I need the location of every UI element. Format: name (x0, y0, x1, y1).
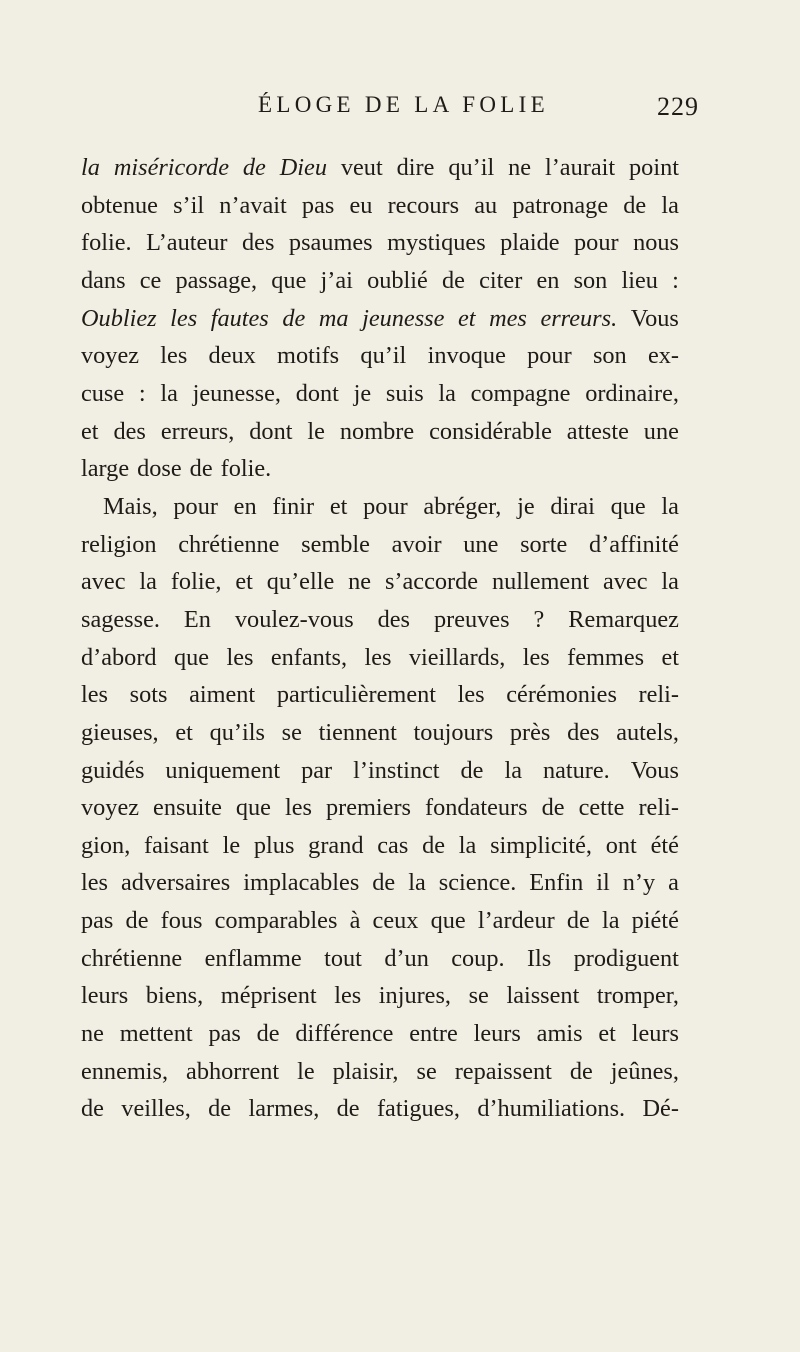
word: large (81, 455, 130, 483)
word: les (284, 794, 312, 822)
word: qu’elle (266, 568, 335, 596)
word: en (233, 492, 257, 520)
word: les (334, 982, 362, 1010)
word: les (457, 681, 485, 709)
word: aiment (189, 681, 256, 709)
word: près (509, 718, 551, 746)
word: de (282, 304, 306, 332)
word: et (661, 643, 679, 671)
word: cette (578, 794, 625, 822)
word: eu (349, 191, 373, 219)
word: et (329, 492, 348, 520)
word: et (175, 718, 193, 746)
text-line (81, 902, 679, 940)
word: motifs (277, 342, 340, 370)
text-line (81, 827, 679, 865)
word: guidés (81, 756, 145, 784)
word: finir (272, 492, 315, 520)
word: invoque (427, 342, 506, 370)
word: Dé- (642, 1095, 679, 1123)
word: prodiguent (573, 944, 679, 972)
word: enfants, (270, 643, 348, 671)
word: été (650, 831, 679, 859)
word: uniquement (165, 756, 281, 784)
text-line (81, 1053, 679, 1091)
word: d’affinité (588, 530, 679, 558)
word: il (596, 869, 610, 897)
word: pour (527, 342, 572, 370)
word: folie, (170, 568, 222, 596)
word: que (173, 643, 210, 671)
word: dans (81, 266, 126, 294)
word: pas (81, 907, 114, 935)
word: jeunesse (362, 304, 445, 332)
word: cérémonies (506, 681, 617, 709)
running-head (0, 92, 800, 132)
word: n’y (622, 869, 656, 897)
text-line (81, 752, 679, 790)
word: dont (295, 379, 339, 407)
word: fatigues, (376, 1095, 460, 1123)
word: science. (438, 869, 517, 897)
word: Vous (630, 756, 679, 784)
word: dire (396, 154, 435, 181)
word: avec (603, 568, 648, 596)
word: tromper, (596, 982, 679, 1010)
word: dirai (550, 492, 595, 520)
word: atteste (566, 417, 629, 445)
word: ne (348, 568, 372, 596)
word: dont (249, 417, 293, 445)
word: s’accorde (384, 568, 479, 596)
word: des (567, 718, 600, 746)
word: pour (363, 492, 408, 520)
word: ennemis, (81, 1057, 169, 1085)
word: ? (533, 605, 545, 633)
word: simplicité, (490, 831, 592, 859)
word: oublié (367, 266, 428, 294)
word: abréger, (423, 492, 502, 520)
word: de (189, 455, 213, 483)
word: méprisent (220, 982, 317, 1010)
text-line (81, 149, 679, 187)
word: Dieu (279, 154, 327, 181)
word: autels, (616, 718, 679, 746)
word: amis (536, 1020, 583, 1048)
word: ceux (372, 907, 419, 935)
text-line (81, 224, 679, 262)
word: Oubliez (81, 304, 157, 332)
word: Remarquez (568, 605, 679, 633)
text-line (81, 563, 679, 601)
word: de (623, 191, 647, 219)
word: injures, (378, 982, 451, 1010)
word: le (297, 1057, 315, 1085)
text-line (81, 375, 679, 413)
word: plaide (500, 229, 560, 257)
word: ordinaire, (585, 379, 679, 407)
word: leurs (631, 1020, 679, 1048)
word: voulez-vous (234, 605, 354, 633)
word: de (125, 907, 149, 935)
word: d’humiliations. (477, 1095, 626, 1123)
text-line (81, 714, 679, 752)
word: s’il (173, 191, 205, 219)
word: piété (631, 907, 679, 935)
word: particulièrement (276, 681, 437, 709)
word: sagesse. (81, 605, 160, 633)
word: n’avait (219, 191, 287, 219)
word: chrétienne (81, 944, 183, 972)
text-line (81, 1090, 679, 1128)
word: avec (81, 568, 126, 596)
text-line (81, 940, 679, 978)
word: pour (574, 229, 619, 257)
word: patronage (512, 191, 609, 219)
word: L’auteur (146, 229, 228, 257)
word: point (629, 154, 679, 181)
word: premiers (326, 794, 412, 822)
word: que (271, 266, 307, 294)
word: erreurs, (160, 417, 235, 445)
word: qu’il (360, 342, 407, 370)
word: folie. (81, 229, 132, 257)
word: voyez (81, 794, 140, 822)
word: que (430, 907, 466, 935)
word: ne (81, 1020, 104, 1048)
word: passage, (175, 266, 258, 294)
word: de (442, 266, 465, 294)
word: reli- (638, 681, 679, 709)
body-text (81, 149, 679, 1128)
word: de (336, 1095, 360, 1123)
word: obtenue (81, 191, 158, 219)
word: la (160, 379, 178, 407)
text-line (81, 488, 679, 526)
word: se (281, 718, 302, 746)
word: et (598, 1020, 616, 1048)
word: jeûnes, (610, 1057, 679, 1085)
word: qu’il (448, 154, 495, 181)
word: je (353, 379, 372, 407)
word: faisant (144, 831, 209, 859)
word: erreurs. (540, 304, 618, 332)
word: se (416, 1057, 437, 1085)
word: pas (208, 1020, 241, 1048)
word: les (170, 304, 198, 332)
word: ma (318, 304, 349, 332)
word: jeunesse, (192, 379, 281, 407)
word: ce (139, 266, 162, 294)
word: nullement (491, 568, 590, 596)
text-line (81, 337, 679, 375)
word: pour (173, 492, 218, 520)
word: toujours (413, 718, 494, 746)
word: la (81, 154, 100, 181)
word: la (438, 379, 456, 407)
word: de (81, 1095, 104, 1123)
word: de (569, 1057, 593, 1085)
text-line (81, 300, 679, 338)
word: nous (633, 229, 679, 257)
word: sots (129, 681, 168, 709)
text-line (81, 639, 679, 677)
word: folie. (220, 455, 272, 483)
word: les (160, 342, 188, 370)
word: adversaires (120, 869, 231, 897)
word: sorte (520, 530, 568, 558)
word: leurs (473, 1020, 521, 1048)
word: la (601, 907, 620, 935)
word: d’un (384, 944, 429, 972)
word: l’aurait (544, 154, 616, 181)
word: nature. (542, 756, 610, 784)
word: mystiques (387, 229, 486, 257)
word: de (460, 756, 484, 784)
word: tiennent (318, 718, 397, 746)
word: de (422, 831, 445, 859)
word: ex- (647, 342, 679, 370)
text-line (81, 526, 679, 564)
word: Vous (630, 304, 679, 332)
running-title: ÉLOGE DE LA FOLIE (258, 92, 549, 117)
word: des (113, 417, 146, 445)
word: lieu (621, 266, 658, 294)
word: pas (301, 191, 335, 219)
word: se (468, 982, 489, 1010)
word: le (222, 831, 241, 859)
word: cuse (81, 379, 125, 407)
word: et (235, 568, 253, 596)
word: a (668, 869, 679, 897)
word: la (139, 568, 157, 596)
word: psaumes (288, 229, 373, 257)
word: que (235, 794, 271, 822)
word: recours (387, 191, 460, 219)
word: enflamme (204, 944, 302, 972)
word: de (566, 907, 590, 935)
text-line (81, 450, 679, 488)
word: par (301, 756, 333, 784)
word: la (458, 831, 477, 859)
word: mes (489, 304, 527, 332)
word: religion (81, 530, 157, 558)
word: fondateurs (425, 794, 528, 822)
word: preuves (433, 605, 510, 633)
word: de (256, 1020, 280, 1048)
word: reli- (638, 794, 679, 822)
word: de (208, 1095, 232, 1123)
word: d’abord (81, 643, 157, 671)
text-line (81, 977, 679, 1015)
word: la (661, 492, 679, 520)
word: au (474, 191, 498, 219)
word: Mais, (103, 492, 158, 520)
word: gion, (81, 831, 131, 859)
word: une (463, 530, 499, 558)
word: des (377, 605, 411, 633)
word: nombre (339, 417, 415, 445)
word: vieillards, (408, 643, 506, 671)
word: l’ardeur (477, 907, 555, 935)
word: voyez (81, 342, 140, 370)
word: miséricorde (113, 154, 229, 181)
word: de (372, 869, 396, 897)
word: différence (295, 1020, 394, 1048)
word: de (242, 154, 266, 181)
text-line (81, 676, 679, 714)
page-number: 229 (657, 92, 699, 121)
word: plaisir, (332, 1057, 399, 1085)
word: larmes, (248, 1095, 320, 1123)
word: les (522, 643, 550, 671)
word: fous (160, 907, 203, 935)
word: son (592, 342, 627, 370)
word: mettent (119, 1020, 193, 1048)
word: grand (308, 831, 364, 859)
word: le (307, 417, 325, 445)
word: ont (605, 831, 637, 859)
word: les (226, 643, 254, 671)
word: leurs (81, 982, 129, 1010)
word: : (672, 266, 679, 294)
text-line (81, 413, 679, 451)
word: : (138, 379, 146, 407)
text-line (81, 262, 679, 300)
word: deux (208, 342, 256, 370)
word: biens, (145, 982, 204, 1010)
word: comparables (214, 907, 338, 935)
word: une (643, 417, 679, 445)
word: et (81, 417, 99, 445)
word: l’instinct (353, 756, 440, 784)
word: les (81, 869, 108, 897)
word: entre (409, 1020, 458, 1048)
word: cas (377, 831, 409, 859)
word: à (349, 907, 361, 935)
word: et (457, 304, 476, 332)
text-line (81, 1015, 679, 1053)
word: des (242, 229, 275, 257)
word: compagne (470, 379, 571, 407)
text-line (81, 789, 679, 827)
text-line (81, 187, 679, 225)
word: femmes (567, 643, 645, 671)
word: considérable (429, 417, 552, 445)
word: Ils (526, 944, 552, 972)
word: la (504, 756, 522, 784)
word: En (183, 605, 211, 633)
word: fautes (210, 304, 269, 332)
word: avoir (391, 530, 442, 558)
text-line (81, 601, 679, 639)
word: gieuses, (81, 718, 159, 746)
word: la (661, 191, 679, 219)
word: son (573, 266, 608, 294)
word: de (541, 794, 565, 822)
word: dose (137, 455, 182, 483)
word: les (364, 643, 392, 671)
word: Enfin (529, 869, 584, 897)
word: la (408, 869, 426, 897)
word: j’ai (320, 266, 353, 294)
word: coup. (451, 944, 505, 972)
word: laissent (506, 982, 580, 1010)
word: abhorrent (186, 1057, 280, 1085)
word: la (661, 568, 679, 596)
word: qu’ils (209, 718, 265, 746)
word: les (81, 681, 108, 709)
word: ensuite (153, 794, 222, 822)
word: que (610, 492, 646, 520)
word: tout (324, 944, 362, 972)
word: semble (301, 530, 370, 558)
word: plus (253, 831, 295, 859)
word: en (536, 266, 560, 294)
word: implacables (243, 869, 360, 897)
text-line (81, 864, 679, 902)
word: veut (340, 154, 383, 181)
word: citer (479, 266, 523, 294)
word: ne (508, 154, 532, 181)
word: suis (385, 379, 424, 407)
word: veilles, (121, 1095, 191, 1123)
word: je (517, 492, 535, 520)
word: chrétienne (178, 530, 280, 558)
word: repaissent (454, 1057, 552, 1085)
